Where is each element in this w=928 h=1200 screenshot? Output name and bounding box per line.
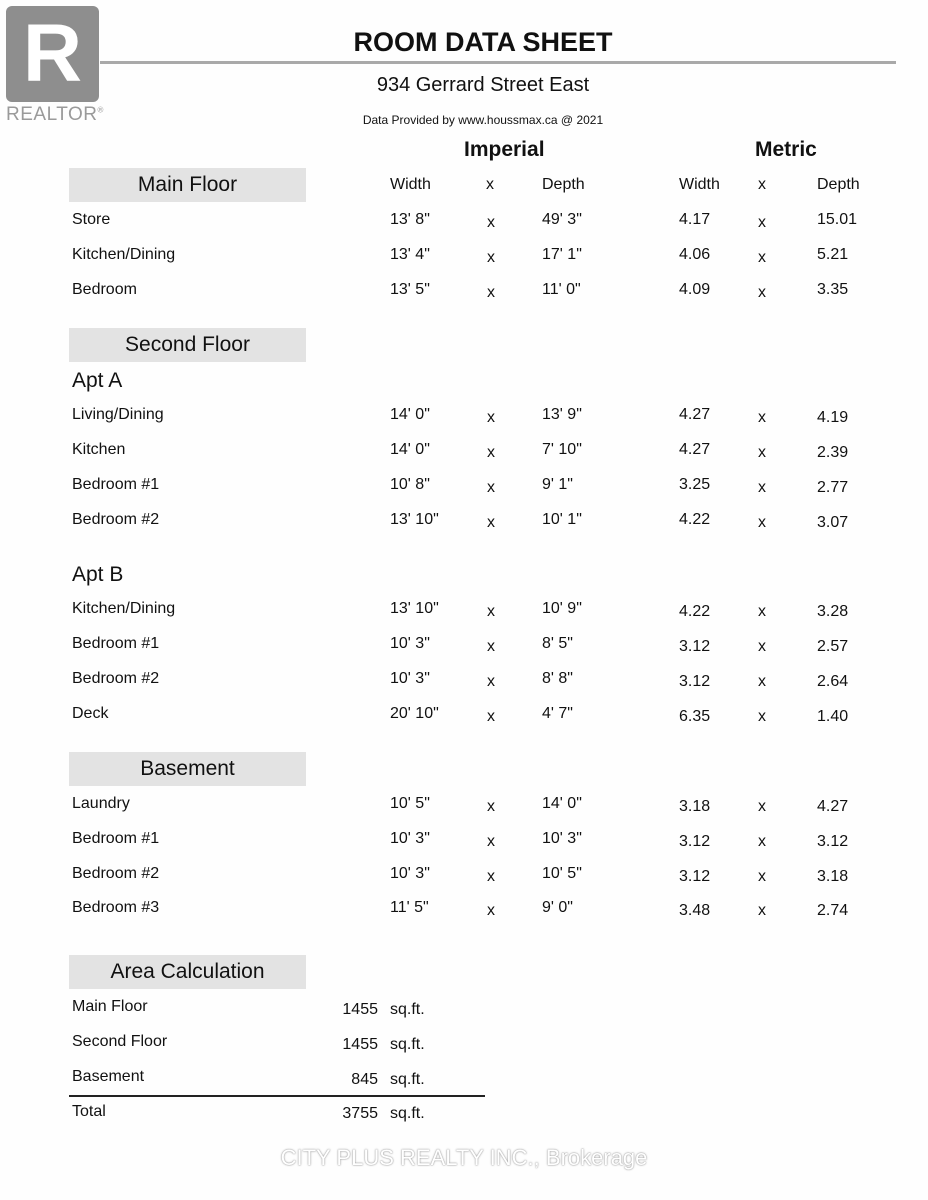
metric-width: 6.35 [679,708,711,725]
metric-depth: 2.57 [817,638,849,655]
imperial-width-header: Width [390,176,431,193]
imperial-depth: 10' 5" [542,865,582,882]
metric-x: x [758,902,766,919]
room-name: Kitchen/Dining [72,246,176,263]
imperial-width: 13' 10" [390,511,439,528]
page-title: ROOM DATA SHEET [353,27,613,57]
imperial-width: 10' 3" [390,670,430,687]
imperial-x: x [487,479,495,496]
table-row [0,211,928,233]
table-row [0,865,928,887]
table-row [0,635,928,657]
area-label: Total [72,1103,106,1120]
metric-x: x [758,868,766,885]
imperial-width: 10' 5" [390,795,430,812]
table-row [0,705,928,727]
section-second-floor: Second Floor [69,328,306,362]
imperial-x: x [487,673,495,690]
metric-depth: 3.18 [817,868,849,885]
metric-width: 3.48 [679,902,711,919]
metric-x: x [758,249,766,266]
room-name: Bedroom #2 [72,670,160,687]
imperial-width: 13' 4" [390,246,430,263]
metric-width: 3.12 [679,833,711,850]
area-unit: sq.ft. [390,1036,425,1053]
room-name: Living/Dining [72,406,164,423]
imperial-x: x [487,249,495,266]
imperial-x: x [487,798,495,815]
table-row [0,476,928,498]
imperial-depth: 8' 8" [542,670,573,687]
metric-depth: 4.27 [817,798,849,815]
imperial-width: 10' 8" [390,476,430,493]
imperial-width: 13' 10" [390,600,439,617]
subsection-apt-a: Apt A [72,369,123,392]
imperial-width: 14' 0" [390,406,430,423]
area-row [0,998,928,1020]
imperial-x: x [487,284,495,301]
section-area-calculation: Area Calculation [69,955,306,989]
metric-depth: 3.35 [817,281,849,298]
imperial-depth: 11' 0" [542,281,581,298]
table-row [0,795,928,817]
imperial-depth: 8' 5" [542,635,573,652]
imperial-x: x [487,514,495,531]
table-row [0,281,928,303]
area-label: Main Floor [72,998,148,1015]
section-basement: Basement [69,752,306,786]
room-name: Store [72,211,111,228]
table-row [0,406,928,428]
metric-depth: 2.74 [817,902,849,919]
area-value: 1455 [342,1036,378,1053]
imperial-width: 13' 8" [390,211,430,228]
property-address: 934 Gerrard Street East [376,74,590,96]
metric-width: 4.22 [679,603,711,620]
metric-depth: 2.64 [817,673,849,690]
imperial-depth-header: Depth [542,176,585,193]
imperial-depth: 17' 1" [542,246,582,263]
room-name: Kitchen [72,441,126,458]
room-name: Laundry [72,795,130,812]
realtor-wordmark: REALTOR® [6,104,104,125]
metric-depth: 1.40 [817,708,849,725]
imperial-x: x [487,902,495,919]
area-label: Second Floor [72,1033,168,1050]
metric-x: x [758,444,766,461]
imperial-depth: 10' 9" [542,600,582,617]
imperial-depth: 10' 1" [542,511,582,528]
total-divider [69,1095,485,1097]
metric-width: 4.27 [679,441,711,458]
section-main-floor: Main Floor [69,168,306,202]
imperial-depth: 9' 0" [542,899,573,916]
title-divider [100,61,896,64]
imperial-x: x [487,868,495,885]
table-row [0,511,928,533]
metric-width: 3.12 [679,868,711,885]
metric-x: x [758,409,766,426]
imperial-depth: 7' 10" [542,441,582,458]
metric-width-header: Width [679,176,720,193]
metric-header: Metric [755,138,817,161]
metric-depth: 3.12 [817,833,849,850]
imperial-depth: 13' 9" [542,406,582,423]
metric-x: x [758,833,766,850]
imperial-x: x [487,833,495,850]
metric-x: x [758,798,766,815]
room-name: Bedroom [72,281,137,298]
metric-x: x [758,673,766,690]
metric-width: 4.09 [679,281,711,298]
area-unit: sq.ft. [390,1001,425,1018]
area-value: 1455 [342,1001,378,1018]
metric-depth: 15.01 [817,211,858,228]
brokerage-watermark: CITY PLUS REALTY INC., Brokerage [280,1145,648,1170]
imperial-depth: 9' 1" [542,476,573,493]
area-unit: sq.ft. [390,1105,425,1122]
room-name: Bedroom #2 [72,511,160,528]
metric-x-header: x [758,176,766,193]
room-name: Bedroom #3 [72,899,160,916]
metric-width: 4.27 [679,406,711,423]
realtor-r-icon: R [22,8,83,99]
metric-width: 4.06 [679,246,711,263]
imperial-x: x [487,444,495,461]
table-row [0,670,928,692]
imperial-depth: 14' 0" [542,795,582,812]
metric-width: 3.12 [679,673,711,690]
metric-width: 4.22 [679,511,711,528]
metric-x: x [758,479,766,496]
imperial-width: 20' 10" [390,705,439,722]
metric-depth: 3.28 [817,603,849,620]
imperial-width: 13' 5" [390,281,430,298]
area-total-row [0,1103,928,1125]
metric-x: x [758,284,766,301]
room-name: Bedroom #1 [72,476,160,493]
imperial-x: x [487,409,495,426]
metric-depth: 5.21 [817,246,849,263]
imperial-depth: 49' 3" [542,211,582,228]
room-name: Deck [72,705,109,722]
metric-width: 3.18 [679,798,711,815]
imperial-width: 11' 5" [390,899,429,916]
imperial-width: 10' 3" [390,830,430,847]
metric-depth: 2.77 [817,479,849,496]
area-row [0,1068,928,1090]
metric-x: x [758,603,766,620]
data-source-note: Data Provided by www.houssmax.ca @ 2021 [362,113,604,127]
room-name: Bedroom #1 [72,635,160,652]
room-name: Bedroom #2 [72,865,160,882]
imperial-header: Imperial [464,138,545,161]
table-row [0,600,928,622]
metric-width: 4.17 [679,211,711,228]
metric-depth: 2.39 [817,444,849,461]
metric-depth-header: Depth [817,176,860,193]
area-value: 845 [351,1071,378,1088]
imperial-x: x [487,638,495,655]
metric-width: 3.25 [679,476,711,493]
metric-x: x [758,638,766,655]
room-name: Kitchen/Dining [72,600,176,617]
metric-depth: 3.07 [817,514,849,531]
metric-depth: 4.19 [817,409,849,426]
metric-x: x [758,514,766,531]
area-unit: sq.ft. [390,1071,425,1088]
imperial-x: x [487,214,495,231]
imperial-width: 14' 0" [390,441,430,458]
imperial-depth: 4' 7" [542,705,573,722]
imperial-x: x [487,708,495,725]
table-row [0,441,928,463]
area-row [0,1033,928,1055]
area-label: Basement [72,1068,145,1085]
table-row [0,899,928,921]
imperial-width: 10' 3" [390,865,430,882]
metric-width: 3.12 [679,638,711,655]
imperial-depth: 10' 3" [542,830,582,847]
metric-x: x [758,708,766,725]
imperial-x-header: x [486,176,494,193]
metric-x: x [758,214,766,231]
area-value: 3755 [342,1105,378,1122]
table-row [0,830,928,852]
table-row [0,246,928,268]
room-name: Bedroom #1 [72,830,160,847]
subsection-apt-b: Apt B [72,563,124,586]
imperial-x: x [487,603,495,620]
imperial-width: 10' 3" [390,635,430,652]
